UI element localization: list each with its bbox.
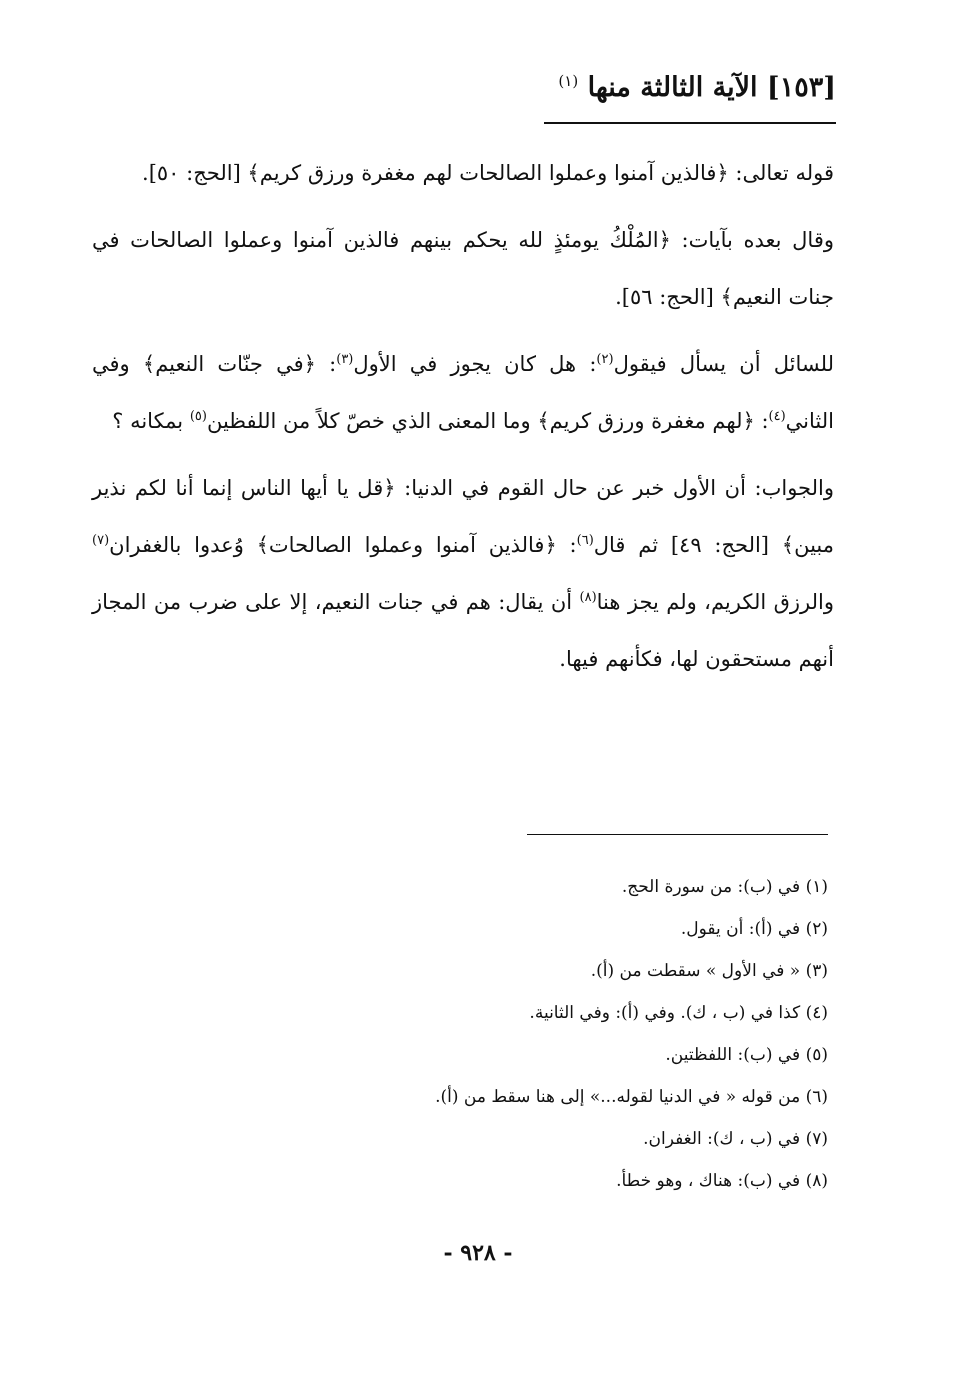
footnote-separator	[527, 834, 828, 835]
section-heading	[558, 72, 836, 103]
footnote-ref: (٣)	[336, 352, 354, 367]
paragraph-question	[92, 336, 834, 450]
main-text	[92, 145, 834, 698]
footnote-item: (٣) « في الأول » سقطت من (أ).	[590, 961, 828, 981]
paragraph-text: قوله تعالى: ﴿فالذين آمنوا وعملوا الصالحات لهم مغفرة ورزق كريم﴾ [الحج: ٥٠].	[142, 161, 834, 185]
footnote-ref: (٢)	[596, 352, 614, 367]
footnote-item: (٧) في (ب ، ك): الغفران.	[643, 1129, 828, 1149]
footnotes-list	[108, 866, 828, 1202]
paragraph-verse-2	[92, 212, 834, 326]
text-run: والرزق الكريم، ولم يجز هنا	[596, 590, 834, 614]
paragraph-text: وقال بعده بآيات: ﴿المُلْكُ يومئذٍ لله يحكم بينهم فالذين آمنوا وعملوا الصالحات في جنات النعيم﴾ [الحج: ٥٦].	[92, 228, 834, 309]
text-run: بمكانه ؟	[112, 409, 190, 433]
heading-title: [١٥٣] الآية الثالثة منها	[587, 72, 836, 103]
footnote-ref: (٦)	[576, 533, 594, 548]
text-run: : ﴿لهم مغفرة ورزق كريم﴾ وما المعنى الذي خصّ كلاً من اللفظين	[206, 409, 769, 433]
text-run: للسائل أن يسأل فيقول	[613, 352, 835, 376]
heading-footnote-ref: (١)	[558, 72, 579, 90]
page-number: - ٩٢٨ -	[443, 1240, 513, 1266]
footnote-item: (٨) في (ب): هناك ، وهو خطأ.	[616, 1171, 828, 1191]
text-run: : ﴿فالذين آمنوا وعملوا الصالحات﴾ وُعدوا بالغفران	[109, 533, 577, 557]
footnote-ref: (٨)	[579, 590, 597, 605]
paragraph-answer	[92, 460, 834, 688]
footnote-item: (٢) في (أ): أن يقول.	[680, 919, 828, 939]
text-run: والجواب: أن الأول خبر عن حال القوم في الدنيا: ﴿قل يا أيها الناس إنما أنا لكم نذير مبين﴾ [الحج: ٤٩] ثم قال	[92, 476, 834, 557]
footnote-ref: (٤)	[768, 409, 786, 424]
footnote-ref: (٧)	[92, 533, 110, 548]
footnote-ref: (٥)	[189, 409, 207, 424]
text-run: أن يقال: هم في جنات النعيم، إلا على ضرب من المجاز أنهم مستحقون لها، فكأنهم فيها.	[92, 590, 834, 671]
footnote-item: (١) في (ب): من سورة الحج.	[621, 877, 828, 897]
footnote-item: (٥) في (ب): اللفظتين.	[665, 1045, 828, 1065]
heading-underline	[544, 122, 836, 124]
paragraph-verse-1	[92, 145, 834, 202]
footnote-item: (٤) كذا في (ب ، ك). وفي (أ): وفي الثانية.	[529, 1003, 828, 1023]
footnote-item: (٦) من قوله « في الدنيا لقوله...» إلى هنا سقط من (أ).	[435, 1087, 828, 1107]
text-run: : هل كان يجوز في الأول	[353, 352, 597, 376]
text-run: : ﴿في جنّات النعيم﴾ وفي الثاني	[92, 352, 834, 433]
